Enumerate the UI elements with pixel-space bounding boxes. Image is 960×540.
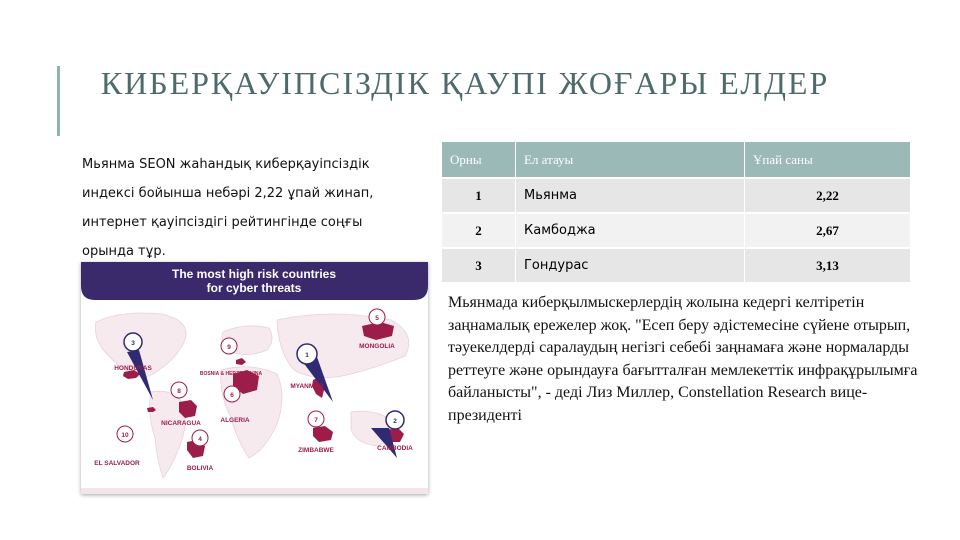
marker-number: 9 (227, 344, 231, 351)
marker-label: MYANMAR (290, 383, 324, 390)
marker-number: 1 (305, 352, 309, 359)
marker-number: 2 (393, 418, 397, 425)
cell-rank: 1 (442, 178, 516, 213)
cell-score: 2,67 (745, 213, 911, 248)
table-row (442, 248, 911, 282)
ranking-table (442, 142, 911, 282)
marker-label: EL SALVADOR (94, 460, 140, 467)
zimbabwe-shape (313, 426, 333, 442)
cyber-risk-infographic (81, 262, 428, 494)
marker-number: 6 (230, 392, 234, 399)
marker-label: ALGERIA (220, 417, 250, 424)
infographic-bottom-strip (81, 488, 428, 494)
cell-country: Камбоджа (516, 213, 745, 248)
cell-rank: 2 (442, 213, 516, 248)
marker-number: 10 (121, 432, 129, 439)
cell-score: 2,22 (745, 178, 911, 213)
intro-paragraph: Мьянма SEON жаһандық киберқауіпсіздік индексі бойынша небәрі 2,22 ұпай жинап, интернет қауіпсіздігі рейтингінде соңғы орында тұр. (82, 157, 374, 259)
marker-label: CAMBODIA (377, 445, 413, 452)
marker-el-salvador (94, 426, 140, 467)
marker-number: 4 (198, 436, 202, 443)
cell-country: Мьянма (516, 178, 745, 213)
infographic-title-line2: for cyber threats (206, 281, 302, 295)
table-header-row (442, 142, 911, 178)
marker-label: BOLIVIA (186, 465, 214, 472)
table-row (442, 178, 911, 213)
marker-label: ZIMBABWE (298, 447, 334, 454)
table-row (442, 213, 911, 248)
marker-label: MONGOLIA (359, 343, 395, 350)
marker-number: 8 (177, 388, 181, 395)
infographic-title-line1: The most high risk countries (171, 267, 337, 281)
slide-title: КИБЕРҚАУІПСІЗДІК ҚАУПІ ЖОҒАРЫ ЕЛДЕР (100, 65, 830, 101)
marker-label: HONDURAS (114, 365, 152, 372)
bosnia-shape (236, 358, 246, 365)
marker-label: NICARAGUA (161, 420, 201, 427)
header-country: Ел атауы (516, 142, 745, 178)
quote-paragraph: Мьянмада киберқылмыскерлердің жолына кедергі келтіретін заңнамалық ережелер жоқ. "Есеп беру әдістемесіне сүйене отырып, тәуекелдерді саралаудың негізгі себебі заңнамаға және нормаларды реттеуге және орындауға бағытталған мемлекеттік инфрақұрылымға байланысты", - деді Лиз Миллер, Constellation Research вице-президенті (448, 294, 918, 424)
header-rank: Орны (442, 142, 516, 178)
cell-country: Гондурас (516, 248, 745, 282)
title-accent-bar (57, 66, 60, 136)
marker-label: BOSNIA & HERZEGOVINA (199, 371, 263, 377)
cell-score: 3,13 (745, 248, 911, 282)
world-map-background (95, 313, 408, 478)
header-score: Ұпай саны (745, 142, 911, 178)
marker-number: 7 (314, 417, 318, 424)
marker-number: 3 (131, 340, 135, 347)
marker-number: 5 (375, 315, 379, 322)
cell-rank: 3 (442, 248, 516, 282)
